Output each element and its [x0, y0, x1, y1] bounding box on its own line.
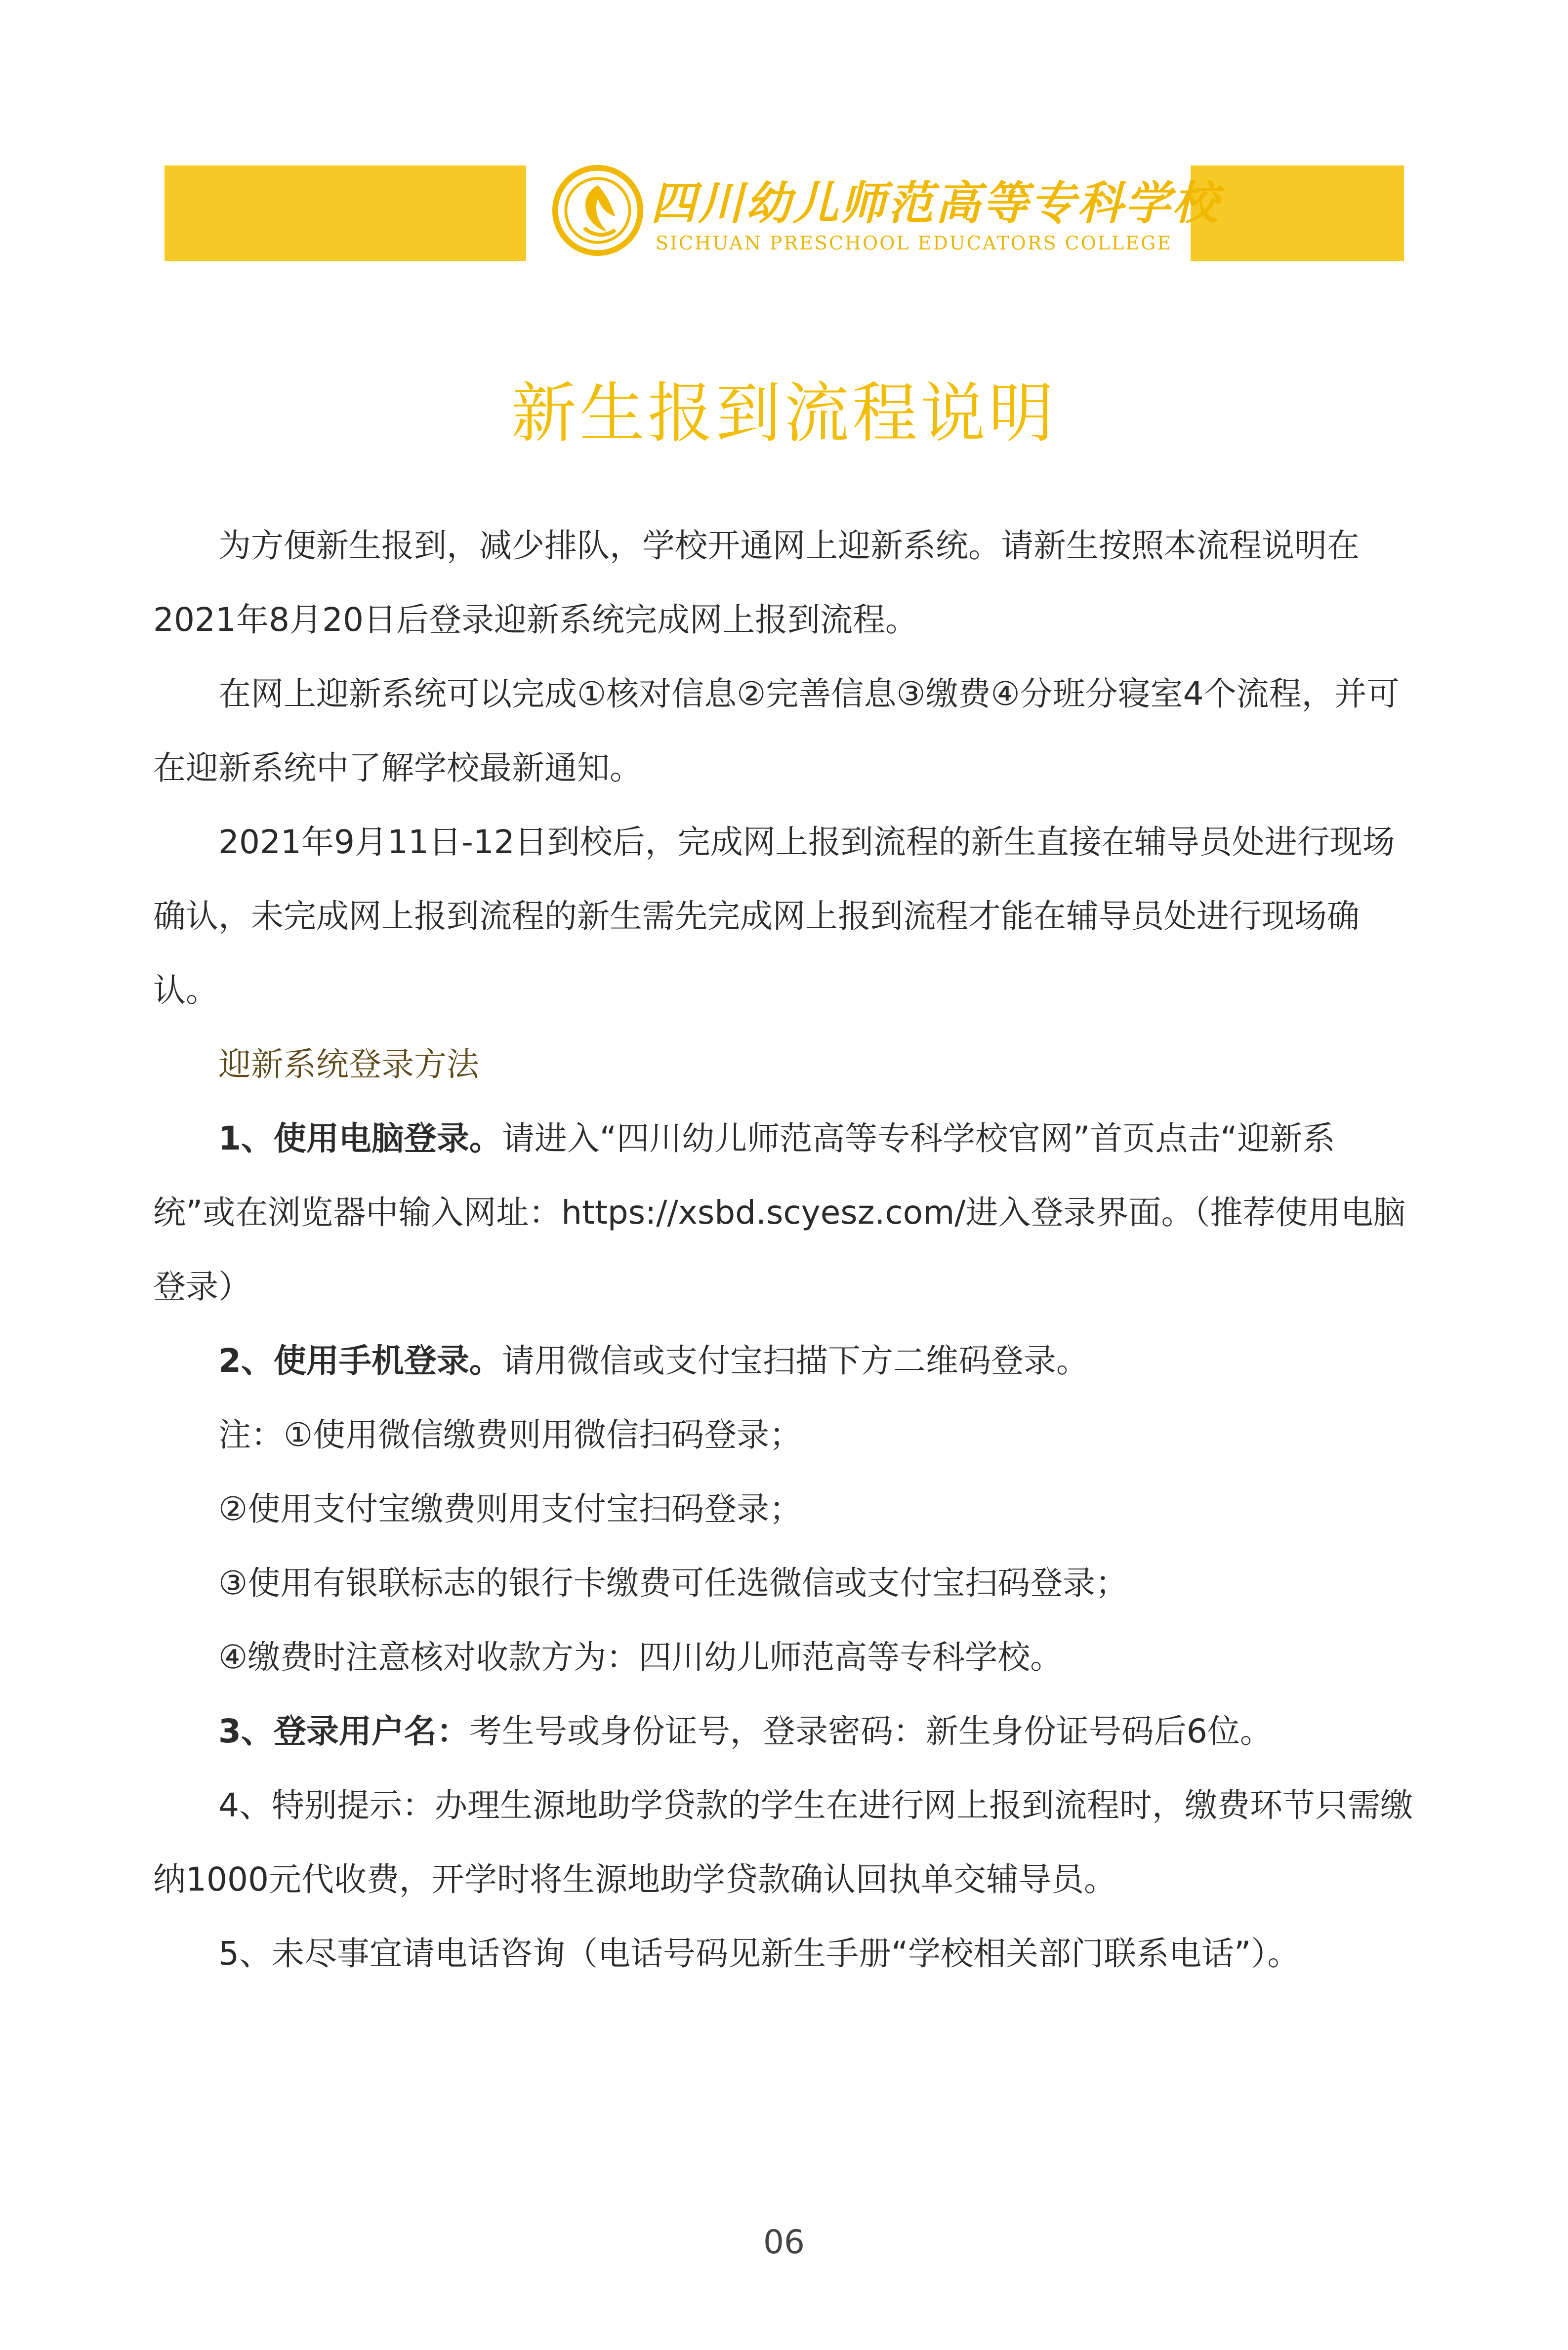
item-credentials: [153, 1694, 1415, 1769]
page-number: 06: [763, 2223, 805, 2261]
header-bar-left: [165, 165, 526, 261]
paragraph-intro: 为方便新生报到，减少排队，学校开通网上迎新系统。请新生按照本流程说明在2021年8月20日后登录迎新系统完成网上报到流程。: [153, 527, 1360, 639]
document-body: [153, 509, 1415, 1991]
school-logo: [549, 158, 1220, 267]
page-title: 新生报到流程说明: [511, 375, 1057, 452]
item-loan-notice: 4、特别提示：办理生源地助学贷款的学生在进行网上报到流程时，缴费环节只需缴纳1000元代收费，开学时将生源地助学贷款确认回执单交辅导员。: [153, 1786, 1413, 1898]
item-computer-login-label: 1、使用电脑登录。: [218, 1119, 502, 1157]
logo-chinese-name: 四川幼儿师范高等专科学校: [651, 176, 1220, 230]
login-methods-heading: 迎新系统登录方法: [218, 1045, 479, 1083]
header-bar-right: [1191, 165, 1404, 261]
note-wechat: 注：①使用微信缴费则用微信扫码登录；: [218, 1416, 802, 1454]
item-computer-login: [153, 1102, 1415, 1324]
note-payee: ④缴费时注意核对收款方为：四川幼儿师范高等专科学校。: [218, 1638, 1063, 1676]
paragraph-processes: 在网上迎新系统可以完成①核对信息②完善信息③缴费④分班分寝室4个流程，并可在迎新系统中了解学校最新通知。: [153, 675, 1400, 787]
paragraph-arrival: 2021年9月11日-12日到校后，完成网上报到流程的新生直接在辅导员处进行现场确认，未完成网上报到流程的新生需先完成网上报到流程才能在辅导员处进行现场确认。: [153, 823, 1395, 1009]
item-credentials-text: 考生号或身份证号，登录密码：新生身份证号码后6位。: [469, 1712, 1273, 1750]
note-alipay: ②使用支付宝缴费则用支付宝扫码登录；: [218, 1490, 802, 1528]
logo-english-name: SICHUAN PRESCHOOL EDUCATORS COLLEGE: [656, 232, 1173, 254]
item-computer-login-text: 请进入“四川幼儿师范高等专科学校官网”首页点击“迎新系统”或在浏览器中输入网址：https://xsbd.scyesz.com/进入登录界面。（推荐使用电脑登录）: [153, 1119, 1406, 1306]
item-credentials-label: 3、登录用户名：: [218, 1712, 469, 1750]
emblem-icon: [549, 162, 646, 259]
note-unionpay: ③使用有银联标志的银行卡缴费可任选微信或支付宝扫码登录；: [218, 1564, 1128, 1602]
item-inquiry: 5、未尽事宜请电话咨询（电话号码见新生手册“学校相关部门联系电话”）。: [218, 1935, 1300, 1973]
item-mobile-login-label: 2、使用手机登录。: [218, 1342, 502, 1380]
item-mobile-login: [153, 1324, 1415, 1398]
item-mobile-login-text: 请用微信或支付宝扫描下方二维码登录。: [501, 1342, 1089, 1380]
